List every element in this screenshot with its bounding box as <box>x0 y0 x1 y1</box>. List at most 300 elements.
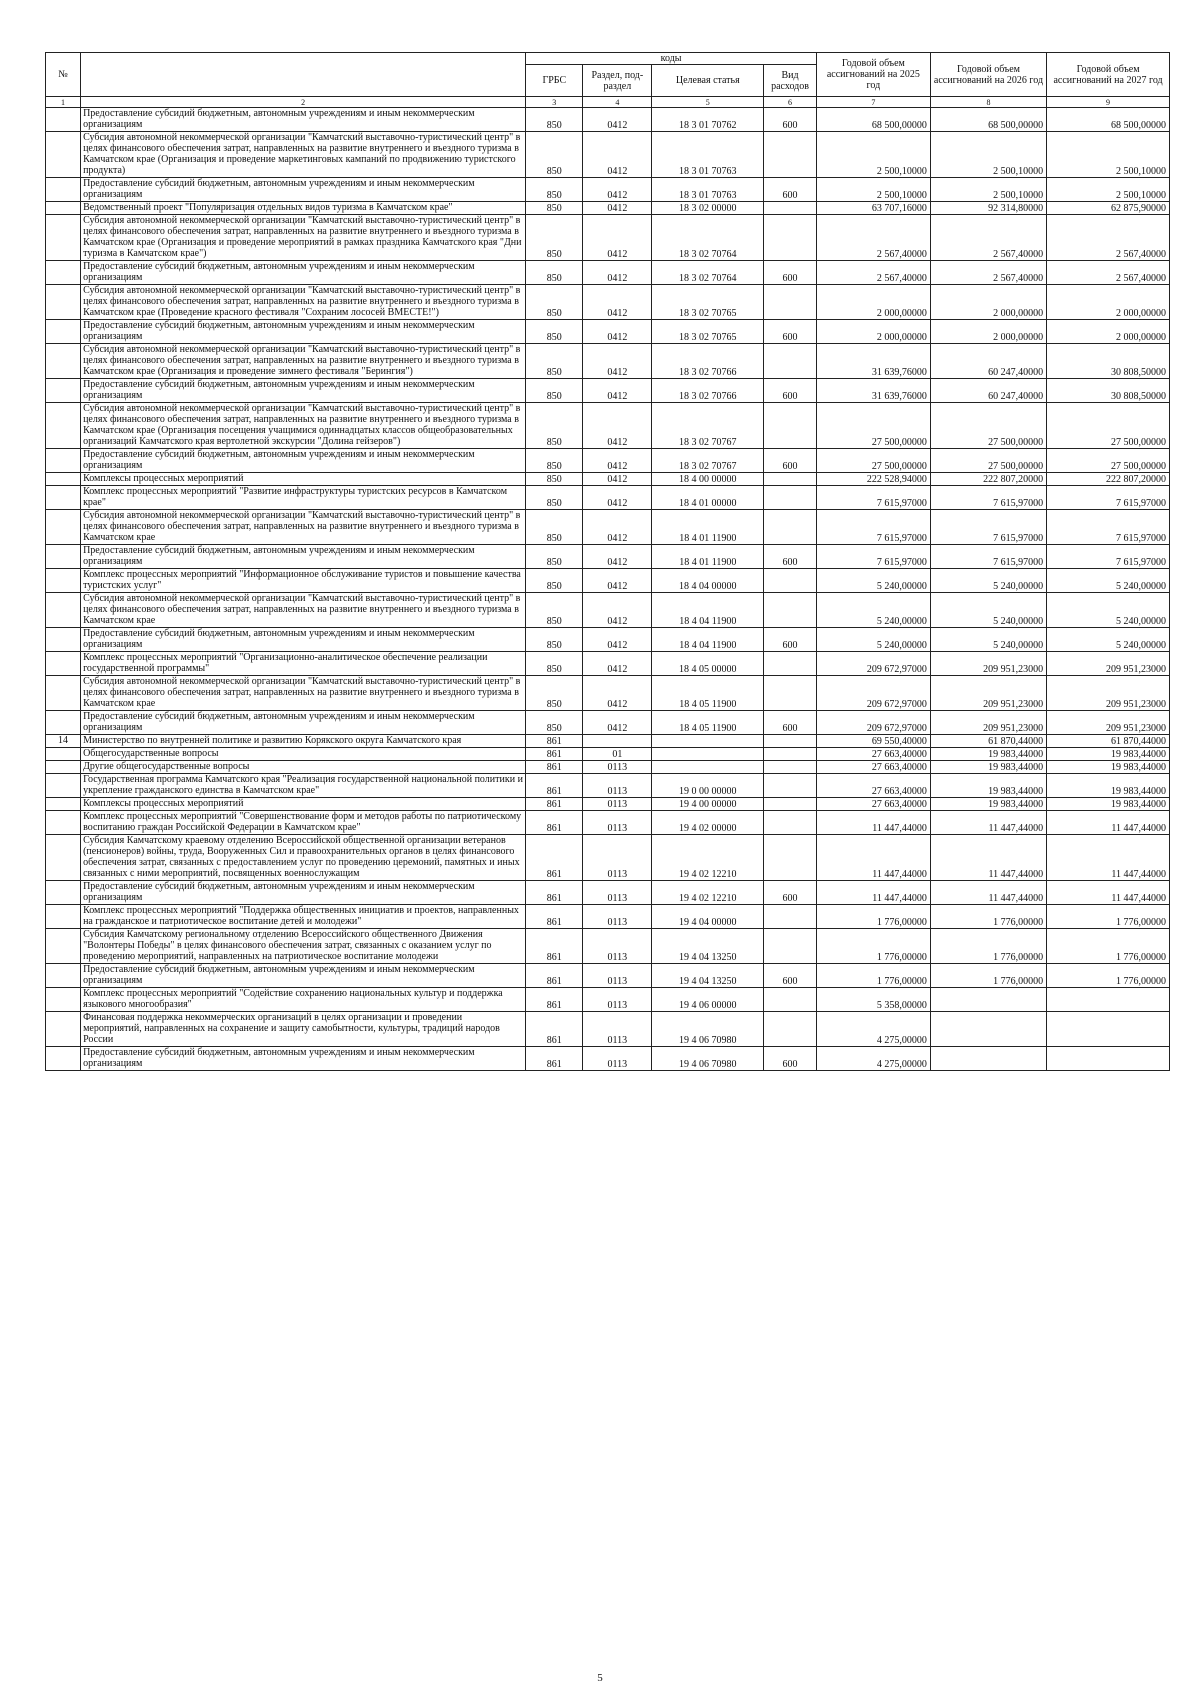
row-amount-2027: 5 240,00000 <box>1047 593 1170 628</box>
row-number <box>46 545 81 569</box>
row-celevaya-statya: 18 4 00 00000 <box>652 473 764 486</box>
table-row <box>46 379 1170 403</box>
row-razdel: 0412 <box>583 178 652 202</box>
col-num: 4 <box>583 97 652 108</box>
row-amount-2027: 7 615,97000 <box>1047 545 1170 569</box>
row-razdel: 0113 <box>583 761 652 774</box>
row-amount-2025: 5 240,00000 <box>816 593 930 628</box>
row-razdel: 0412 <box>583 593 652 628</box>
row-amount-2027: 19 983,44000 <box>1047 748 1170 761</box>
row-amount-2025: 27 500,00000 <box>816 449 930 473</box>
row-celevaya-statya: 18 4 05 11900 <box>652 676 764 711</box>
row-amount-2026: 1 776,00000 <box>930 964 1046 988</box>
row-celevaya-statya: 18 3 02 70765 <box>652 320 764 344</box>
row-grbs: 850 <box>526 449 583 473</box>
row-amount-2027: 11 447,44000 <box>1047 835 1170 881</box>
row-name: Субсидия автономной некоммерческой организации "Камчатский выставочно-туристический центр" в целях финансового обеспечения затрат, направленных на развитие внутреннего и въездного туризма в Камчатском крае (Организация посещения учащимися одиннадцатых классов общеобразовательных организаций Камчатского края вертолетной экскурсии "Долина гейзеров") <box>81 403 526 449</box>
row-name: Комплекс процессных мероприятий "Совершенствование форм и методов работы по патриотическому воспитанию граждан Российской Федерации в Камчатском крае" <box>81 811 526 835</box>
row-amount-2027: 209 951,23000 <box>1047 652 1170 676</box>
table-row <box>46 835 1170 881</box>
row-amount-2025: 63 707,16000 <box>816 202 930 215</box>
row-razdel: 0412 <box>583 202 652 215</box>
table-row <box>46 261 1170 285</box>
row-amount-2025: 1 776,00000 <box>816 905 930 929</box>
row-grbs: 861 <box>526 905 583 929</box>
row-vid-rashodov <box>764 905 817 929</box>
row-vid-rashodov <box>764 748 817 761</box>
row-vid-rashodov <box>764 344 817 379</box>
row-number <box>46 108 81 132</box>
row-amount-2026: 2 567,40000 <box>930 215 1046 261</box>
row-amount-2026: 11 447,44000 <box>930 835 1046 881</box>
row-vid-rashodov <box>764 798 817 811</box>
row-razdel: 0412 <box>583 545 652 569</box>
row-vid-rashodov: 600 <box>764 545 817 569</box>
table-row <box>46 761 1170 774</box>
table-row <box>46 320 1170 344</box>
row-grbs: 861 <box>526 798 583 811</box>
row-grbs: 861 <box>526 881 583 905</box>
row-name: Комплекс процессных мероприятий "Поддержка общественных инициатив и проектов, направленных на гражданское и патриотическое воспитание детей и молодежи" <box>81 905 526 929</box>
row-name: Другие общегосударственные вопросы <box>81 761 526 774</box>
row-amount-2025: 27 500,00000 <box>816 403 930 449</box>
row-amount-2025: 31 639,76000 <box>816 379 930 403</box>
row-celevaya-statya: 19 4 02 00000 <box>652 811 764 835</box>
row-amount-2025: 4 275,00000 <box>816 1012 930 1047</box>
row-amount-2027: 30 808,50000 <box>1047 379 1170 403</box>
row-vid-rashodov <box>764 761 817 774</box>
col-num: 7 <box>816 97 930 108</box>
row-grbs: 850 <box>526 569 583 593</box>
row-razdel: 0412 <box>583 132 652 178</box>
row-razdel: 0412 <box>583 320 652 344</box>
row-grbs: 861 <box>526 988 583 1012</box>
column-number-row <box>46 97 1170 108</box>
row-amount-2026: 60 247,40000 <box>930 379 1046 403</box>
row-name: Субсидия автономной некоммерческой организации "Камчатский выставочно-туристический центр" в целях финансового обеспечения затрат, направленных на развитие внутреннего и въездного туризма в Камчатском крае (Организация и проведение зимнего фестиваля "Берингия") <box>81 344 526 379</box>
table-row <box>46 748 1170 761</box>
row-number <box>46 403 81 449</box>
row-name: Предоставление субсидий бюджетным, автономным учреждениям и иным некоммерческим организациям <box>81 178 526 202</box>
row-grbs: 850 <box>526 261 583 285</box>
row-grbs: 861 <box>526 1047 583 1071</box>
row-razdel: 0113 <box>583 811 652 835</box>
table-row <box>46 593 1170 628</box>
row-amount-2026: 11 447,44000 <box>930 881 1046 905</box>
row-celevaya-statya: 18 3 01 70763 <box>652 132 764 178</box>
row-name: Комплексы процессных мероприятий <box>81 798 526 811</box>
row-amount-2027: 68 500,00000 <box>1047 108 1170 132</box>
row-number <box>46 676 81 711</box>
row-celevaya-statya: 18 3 02 00000 <box>652 202 764 215</box>
row-amount-2025: 5 240,00000 <box>816 628 930 652</box>
row-grbs: 850 <box>526 676 583 711</box>
row-name: Субсидия Камчатскому краевому отделению Всероссийской общественной организации ветеранов (пенсионеров) войны, труда, Вооруженных Сил и правоохранительных органов в целях финансового обеспечения затрат, связанных с предоставлением услуг по проведению церемоний, памятных и иных связанных с ними мероприятий, посвященных военнослужащим <box>81 835 526 881</box>
row-grbs: 850 <box>526 215 583 261</box>
table-row <box>46 735 1170 748</box>
table-row <box>46 108 1170 132</box>
row-vid-rashodov <box>764 510 817 545</box>
row-grbs: 861 <box>526 774 583 798</box>
row-amount-2027: 2 500,10000 <box>1047 178 1170 202</box>
row-grbs: 850 <box>526 344 583 379</box>
row-razdel: 0113 <box>583 1012 652 1047</box>
row-grbs: 850 <box>526 711 583 735</box>
row-amount-2027: 1 776,00000 <box>1047 905 1170 929</box>
row-razdel: 0412 <box>583 510 652 545</box>
row-celevaya-statya <box>652 735 764 748</box>
col-num: 1 <box>46 97 81 108</box>
header-cel: Целевая статья <box>652 65 764 97</box>
row-razdel: 0412 <box>583 215 652 261</box>
row-vid-rashodov: 600 <box>764 628 817 652</box>
row-amount-2027: 62 875,90000 <box>1047 202 1170 215</box>
row-amount-2027: 19 983,44000 <box>1047 798 1170 811</box>
row-vid-rashodov: 600 <box>764 881 817 905</box>
row-vid-rashodov: 600 <box>764 379 817 403</box>
row-amount-2025: 11 447,44000 <box>816 881 930 905</box>
row-name: Предоставление субсидий бюджетным, автономным учреждениям и иным некоммерческим организациям <box>81 449 526 473</box>
row-amount-2027: 2 000,00000 <box>1047 320 1170 344</box>
row-amount-2026: 92 314,80000 <box>930 202 1046 215</box>
row-grbs: 861 <box>526 929 583 964</box>
row-name: Предоставление субсидий бюджетным, автономным учреждениям и иным некоммерческим организациям <box>81 108 526 132</box>
row-amount-2025: 209 672,97000 <box>816 676 930 711</box>
row-amount-2027: 222 807,20000 <box>1047 473 1170 486</box>
row-number <box>46 202 81 215</box>
row-amount-2026: 7 615,97000 <box>930 486 1046 510</box>
row-amount-2026: 27 500,00000 <box>930 403 1046 449</box>
row-number: 14 <box>46 735 81 748</box>
row-celevaya-statya: 19 4 02 12210 <box>652 835 764 881</box>
row-amount-2027: 2 567,40000 <box>1047 261 1170 285</box>
row-razdel: 0113 <box>583 905 652 929</box>
row-amount-2026: 209 951,23000 <box>930 711 1046 735</box>
row-number <box>46 593 81 628</box>
row-grbs: 861 <box>526 735 583 748</box>
row-vid-rashodov: 600 <box>764 320 817 344</box>
row-celevaya-statya: 18 4 04 11900 <box>652 593 764 628</box>
row-amount-2027 <box>1047 1047 1170 1071</box>
row-number <box>46 964 81 988</box>
budget-table <box>45 52 1170 1071</box>
row-vid-rashodov <box>764 473 817 486</box>
col-num: 8 <box>930 97 1046 108</box>
row-vid-rashodov <box>764 774 817 798</box>
row-name: Субсидия автономной некоммерческой организации "Камчатский выставочно-туристический центр" в целях финансового обеспечения затрат, направленных на развитие внутреннего и въездного туризма в Камчатском крае <box>81 593 526 628</box>
row-razdel: 0113 <box>583 881 652 905</box>
row-vid-rashodov <box>764 811 817 835</box>
row-amount-2027: 19 983,44000 <box>1047 761 1170 774</box>
row-amount-2025: 7 615,97000 <box>816 545 930 569</box>
row-razdel: 0412 <box>583 403 652 449</box>
row-name: Комплекс процессных мероприятий "Информационное обслуживание туристов и повышение качества туристских услуг" <box>81 569 526 593</box>
row-amount-2026: 7 615,97000 <box>930 545 1046 569</box>
row-celevaya-statya: 18 3 01 70763 <box>652 178 764 202</box>
row-razdel: 0113 <box>583 929 652 964</box>
row-name: Субсидия автономной некоммерческой организации "Камчатский выставочно-туристический центр" в целях финансового обеспечения затрат, направленных на развитие внутреннего и въездного туризма в Камчатском крае (Организация и проведение маркетинговых кампаний по продвижению туристского продукта) <box>81 132 526 178</box>
row-amount-2025: 1 776,00000 <box>816 929 930 964</box>
row-amount-2027 <box>1047 988 1170 1012</box>
row-razdel: 0412 <box>583 628 652 652</box>
row-number <box>46 881 81 905</box>
row-grbs: 861 <box>526 811 583 835</box>
row-celevaya-statya: 18 4 04 00000 <box>652 569 764 593</box>
row-number <box>46 132 81 178</box>
row-grbs: 850 <box>526 108 583 132</box>
row-amount-2027: 11 447,44000 <box>1047 811 1170 835</box>
row-name: Субсидия автономной некоммерческой организации "Камчатский выставочно-туристический центр" в целях финансового обеспечения затрат, направленных на развитие внутреннего и въездного туризма в Камчатском крае (Организация и проведение мероприятий в рамках праздника Камчатского края "Дни туризма в Камчатском крае") <box>81 215 526 261</box>
table-body <box>46 108 1170 1071</box>
row-number <box>46 774 81 798</box>
row-celevaya-statya: 18 3 02 70764 <box>652 261 764 285</box>
row-grbs: 850 <box>526 379 583 403</box>
row-amount-2027: 1 776,00000 <box>1047 929 1170 964</box>
row-name: Финансовая поддержка некоммерческих организаций в целях организации и проведении мероприятий, направленных на сохранение и защиту самобытности, культуры, традиций народов России <box>81 1012 526 1047</box>
row-number <box>46 510 81 545</box>
row-vid-rashodov: 600 <box>764 449 817 473</box>
row-vid-rashodov <box>764 285 817 320</box>
row-name: Предоставление субсидий бюджетным, автономным учреждениям и иным некоммерческим организациям <box>81 545 526 569</box>
row-grbs: 861 <box>526 835 583 881</box>
row-amount-2027: 27 500,00000 <box>1047 449 1170 473</box>
row-amount-2025: 7 615,97000 <box>816 510 930 545</box>
row-vid-rashodov <box>764 676 817 711</box>
row-grbs: 850 <box>526 285 583 320</box>
row-grbs: 850 <box>526 628 583 652</box>
row-razdel: 0412 <box>583 486 652 510</box>
row-amount-2026: 2 000,00000 <box>930 285 1046 320</box>
col-num: 5 <box>652 97 764 108</box>
row-celevaya-statya: 18 3 02 70766 <box>652 344 764 379</box>
row-amount-2025: 1 776,00000 <box>816 964 930 988</box>
row-amount-2027: 7 615,97000 <box>1047 510 1170 545</box>
table-header <box>46 53 1170 108</box>
row-vid-rashodov: 600 <box>764 108 817 132</box>
row-amount-2025: 27 663,40000 <box>816 798 930 811</box>
row-number <box>46 905 81 929</box>
row-name: Предоставление субсидий бюджетным, автономным учреждениям и иным некоммерческим организациям <box>81 379 526 403</box>
table-row <box>46 881 1170 905</box>
row-amount-2026: 61 870,44000 <box>930 735 1046 748</box>
table-row <box>46 676 1170 711</box>
table-row <box>46 964 1170 988</box>
row-amount-2026: 60 247,40000 <box>930 344 1046 379</box>
row-grbs: 861 <box>526 1012 583 1047</box>
row-name: Ведомственный проект "Популяризация отдельных видов туризма в Камчатском крае" <box>81 202 526 215</box>
row-amount-2027: 7 615,97000 <box>1047 486 1170 510</box>
row-amount-2025: 11 447,44000 <box>816 811 930 835</box>
row-amount-2026 <box>930 1047 1046 1071</box>
header-vid: Вид расходов <box>764 65 817 97</box>
table-row <box>46 473 1170 486</box>
row-vid-rashodov: 600 <box>764 711 817 735</box>
row-celevaya-statya: 18 4 01 00000 <box>652 486 764 510</box>
row-celevaya-statya: 19 4 06 70980 <box>652 1012 764 1047</box>
row-celevaya-statya: 18 3 02 70764 <box>652 215 764 261</box>
row-amount-2027: 2 500,10000 <box>1047 132 1170 178</box>
row-vid-rashodov <box>764 486 817 510</box>
row-vid-rashodov: 600 <box>764 178 817 202</box>
row-razdel: 0113 <box>583 964 652 988</box>
table-row <box>46 132 1170 178</box>
col-num: 2 <box>81 97 526 108</box>
row-amount-2027: 5 240,00000 <box>1047 569 1170 593</box>
row-amount-2026: 11 447,44000 <box>930 811 1046 835</box>
row-number <box>46 711 81 735</box>
row-vid-rashodov: 600 <box>764 1047 817 1071</box>
col-num: 9 <box>1047 97 1170 108</box>
row-grbs: 850 <box>526 202 583 215</box>
row-amount-2027: 11 447,44000 <box>1047 881 1170 905</box>
row-celevaya-statya: 18 3 02 70767 <box>652 449 764 473</box>
row-vid-rashodov <box>764 835 817 881</box>
row-amount-2026 <box>930 1012 1046 1047</box>
col-num: 6 <box>764 97 817 108</box>
table-row <box>46 905 1170 929</box>
row-amount-2027: 209 951,23000 <box>1047 676 1170 711</box>
row-name: Предоставление субсидий бюджетным, автономным учреждениям и иным некоммерческим организациям <box>81 628 526 652</box>
row-number <box>46 320 81 344</box>
row-amount-2025: 209 672,97000 <box>816 652 930 676</box>
row-razdel: 0412 <box>583 473 652 486</box>
row-grbs: 850 <box>526 473 583 486</box>
row-amount-2025: 2 000,00000 <box>816 285 930 320</box>
row-razdel: 0412 <box>583 285 652 320</box>
row-number <box>46 261 81 285</box>
row-amount-2026: 5 240,00000 <box>930 593 1046 628</box>
table-row <box>46 628 1170 652</box>
row-celevaya-statya: 18 4 05 00000 <box>652 652 764 676</box>
row-number <box>46 798 81 811</box>
table-row <box>46 344 1170 379</box>
row-amount-2027: 209 951,23000 <box>1047 711 1170 735</box>
row-amount-2027: 2 567,40000 <box>1047 215 1170 261</box>
row-grbs: 850 <box>526 545 583 569</box>
row-celevaya-statya: 19 4 04 00000 <box>652 905 764 929</box>
header-razdel: Раздел, под-раздел <box>583 65 652 97</box>
row-vid-rashodov <box>764 1012 817 1047</box>
row-amount-2026: 19 983,44000 <box>930 761 1046 774</box>
row-grbs: 850 <box>526 593 583 628</box>
table-row <box>46 215 1170 261</box>
row-vid-rashodov <box>764 988 817 1012</box>
row-amount-2025: 27 663,40000 <box>816 748 930 761</box>
table-row <box>46 403 1170 449</box>
row-vid-rashodov: 600 <box>764 261 817 285</box>
table-row <box>46 798 1170 811</box>
row-razdel: 0412 <box>583 108 652 132</box>
row-number <box>46 449 81 473</box>
header-name <box>81 53 526 97</box>
row-name: Комплекс процессных мероприятий "Содействие сохранению национальных культур и поддержка языкового многообразия" <box>81 988 526 1012</box>
row-number <box>46 215 81 261</box>
row-number <box>46 811 81 835</box>
row-number <box>46 988 81 1012</box>
row-razdel: 0412 <box>583 449 652 473</box>
row-amount-2027: 30 808,50000 <box>1047 344 1170 379</box>
table-row <box>46 486 1170 510</box>
row-amount-2025: 27 663,40000 <box>816 761 930 774</box>
row-number <box>46 761 81 774</box>
row-razdel: 0113 <box>583 835 652 881</box>
row-number <box>46 929 81 964</box>
row-amount-2026: 5 240,00000 <box>930 628 1046 652</box>
page-number: 5 <box>597 1672 603 1684</box>
row-number <box>46 1047 81 1071</box>
table-row <box>46 510 1170 545</box>
row-razdel: 01 <box>583 748 652 761</box>
row-celevaya-statya: 19 4 02 12210 <box>652 881 764 905</box>
table-row <box>46 988 1170 1012</box>
row-grbs: 850 <box>526 320 583 344</box>
table-row <box>46 569 1170 593</box>
row-celevaya-statya: 19 4 04 13250 <box>652 964 764 988</box>
row-vid-rashodov <box>764 652 817 676</box>
row-amount-2026: 68 500,00000 <box>930 108 1046 132</box>
row-amount-2026: 27 500,00000 <box>930 449 1046 473</box>
row-name: Министерство по внутренней политике и развитию Корякского округа Камчатского края <box>81 735 526 748</box>
row-amount-2027 <box>1047 1012 1170 1047</box>
table-row <box>46 1047 1170 1071</box>
row-number <box>46 473 81 486</box>
row-razdel: 0412 <box>583 379 652 403</box>
row-number <box>46 344 81 379</box>
row-vid-rashodov <box>764 735 817 748</box>
row-name: Общегосударственные вопросы <box>81 748 526 761</box>
table-row <box>46 711 1170 735</box>
row-amount-2025: 4 275,00000 <box>816 1047 930 1071</box>
row-razdel: 0113 <box>583 988 652 1012</box>
row-amount-2026: 7 615,97000 <box>930 510 1046 545</box>
row-name: Субсидия автономной некоммерческой организации "Камчатский выставочно-туристический центр" в целях финансового обеспечения затрат, направленных на развитие внутреннего и въездного туризма в Камчатском крае (Проведение красного фестиваля "Сохраним лососей ВМЕСТЕ!") <box>81 285 526 320</box>
row-razdel: 0412 <box>583 569 652 593</box>
row-amount-2025: 2 000,00000 <box>816 320 930 344</box>
row-name: Предоставление субсидий бюджетным, автономным учреждениям и иным некоммерческим организациям <box>81 1047 526 1071</box>
row-celevaya-statya: 19 4 06 00000 <box>652 988 764 1012</box>
table-row <box>46 285 1170 320</box>
row-amount-2025: 2 500,10000 <box>816 178 930 202</box>
row-amount-2025: 69 550,40000 <box>816 735 930 748</box>
row-amount-2027: 19 983,44000 <box>1047 774 1170 798</box>
row-amount-2026: 19 983,44000 <box>930 798 1046 811</box>
row-amount-2026: 5 240,00000 <box>930 569 1046 593</box>
row-grbs: 850 <box>526 486 583 510</box>
col-num: 3 <box>526 97 583 108</box>
row-amount-2026: 209 951,23000 <box>930 676 1046 711</box>
row-amount-2025: 2 500,10000 <box>816 132 930 178</box>
row-name: Предоставление субсидий бюджетным, автономным учреждениям и иным некоммерческим организациям <box>81 711 526 735</box>
row-amount-2025: 68 500,00000 <box>816 108 930 132</box>
row-celevaya-statya: 19 4 04 13250 <box>652 929 764 964</box>
row-razdel: 0412 <box>583 676 652 711</box>
row-name: Субсидия Камчатскому региональному отделению Всероссийского общественного Движения "Волонтеры Победы" в целях финансового обеспечения затрат, связанных с оказанием услуг по проведению мероприятий, направленных на патриотическое воспитание молодежи <box>81 929 526 964</box>
row-grbs: 850 <box>526 178 583 202</box>
row-amount-2026: 2 500,10000 <box>930 132 1046 178</box>
table-row <box>46 449 1170 473</box>
header-2025: Годовой объем ассигнований на 2025 год <box>816 53 930 97</box>
row-amount-2025: 31 639,76000 <box>816 344 930 379</box>
row-number <box>46 628 81 652</box>
row-name: Предоставление субсидий бюджетным, автономным учреждениям и иным некоммерческим организациям <box>81 261 526 285</box>
row-grbs: 850 <box>526 132 583 178</box>
header-codes: коды <box>526 53 817 65</box>
row-grbs: 861 <box>526 761 583 774</box>
row-amount-2027: 27 500,00000 <box>1047 403 1170 449</box>
row-amount-2025: 222 528,94000 <box>816 473 930 486</box>
header-2027: Годовой объем ассигнований на 2027 год <box>1047 53 1170 97</box>
row-celevaya-statya: 18 4 05 11900 <box>652 711 764 735</box>
